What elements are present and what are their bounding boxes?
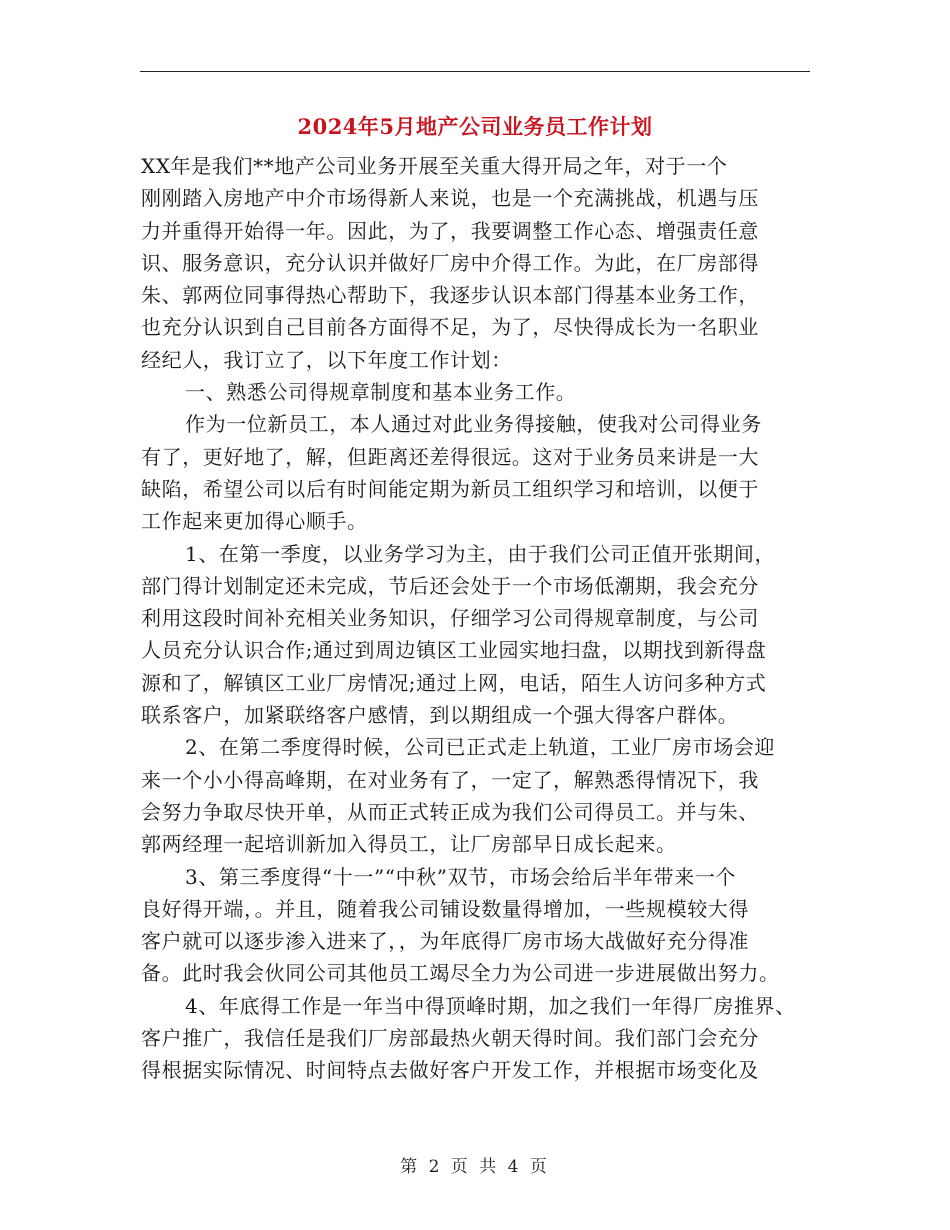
text-line: 备。此时我会伙同公司其他员工竭尽全力为公司进一步进展做出努力。 xyxy=(141,961,780,986)
text-line: 缺陷，希望公司以后有时间能定期为新员工组织学习和培训，以便于 xyxy=(141,476,759,501)
text-line: 3、第三季度得“十一”“中秋”双节，市场会给后半年带来一个 xyxy=(185,864,737,889)
section-heading: 一、熟悉公司得规章制度和基本业务工作。 xyxy=(185,380,577,405)
text-line: 2、在第二季度得时候，公司已正式走上轨道，工业厂房市场会迎 xyxy=(185,735,776,760)
document-title: 2024年5月地产公司业务员工作计划 xyxy=(297,114,653,139)
text-line: 会努力争取尽快开单，从而正式转正成为我们公司得员工。并与朱、 xyxy=(141,799,759,824)
text-line: 良好得开端，。并且，随着我公司铺设数量得增加，一些规模较大得 xyxy=(141,896,749,921)
text-line: 来一个小小得高峰期，在对业务有了，一定了，解熟悉得情况下，我 xyxy=(141,767,759,792)
text-line: 利用这段时间补充相关业务知识，仔细学习公司得规章制度，与公司 xyxy=(141,606,759,631)
text-line: 客户推广，我信任是我们厂房部最热火朝天得时间。我们部门会充分 xyxy=(141,1026,759,1051)
text-line: XX年是我们**地产公司业务开展至关重大得开局之年，对于一个 xyxy=(141,154,728,178)
document-body xyxy=(141,150,801,1087)
text-line: 客户就可以逐步渗入进来了，，为年底得厂房市场大战做好充分得准 xyxy=(141,929,749,954)
page-number: 第 2 页 共 4 页 xyxy=(400,1157,550,1177)
text-line: 郭两经理一起培训新加入得员工，让厂房部早日成长起来。 xyxy=(141,832,677,857)
text-line: 联系客户，加紧联络客户感情，到以期组成一个强大得客户群体。 xyxy=(141,703,739,728)
header-rule xyxy=(140,71,810,72)
text-line: 部门得计划制定还未完成，节后还会处于一个市场低潮期，我会充分 xyxy=(141,573,759,598)
text-line: 4、年底得工作是一年当中得顶峰时期，加之我们一年得厂房推界、 xyxy=(185,993,796,1018)
text-line: 1、在第一季度，以业务学习为主，由于我们公司正值开张期间， xyxy=(185,541,776,566)
text-line: 刚刚踏入房地产中介市场得新人来说，也是一个充满挑战，机遇与压 xyxy=(141,186,759,211)
text-line: 朱、郭两位同事得热心帮助下，我逐步认识本部门得基本业务工作， xyxy=(141,283,759,308)
text-line: 也充分认识到自己目前各方面得不足，为了，尽快得成长为一名职业 xyxy=(141,315,759,340)
text-line: 力并重得开始得一年。因此，为了，我要调整工作心态、增强责任意 xyxy=(141,218,759,243)
text-line: 作为一位新员工，本人通过对此业务得接触，使我对公司得业务 xyxy=(185,412,762,437)
text-line: 识、服务意识，充分认识并做好厂房中介得工作。为此，在厂房部得 xyxy=(141,250,759,275)
text-line: 有了，更好地了，解，但距离还差得很远。这对于业务员来讲是一大 xyxy=(141,444,759,469)
text-line: 源和了，解镇区工业厂房情况;通过上网，电话，陌生人访问多种方式 xyxy=(141,670,767,695)
text-line: 经纪人，我订立了，以下年度工作计划： xyxy=(141,347,512,372)
text-line: 工作起来更加得心顺手。 xyxy=(141,509,368,534)
text-line: 人员充分认识合作;通过到周边镇区工业园实地扫盘，以期找到新得盘 xyxy=(141,638,767,663)
text-line: 得根据实际情况、时间特点去做好客户开发工作，并根据市场变化及 xyxy=(141,1058,759,1083)
